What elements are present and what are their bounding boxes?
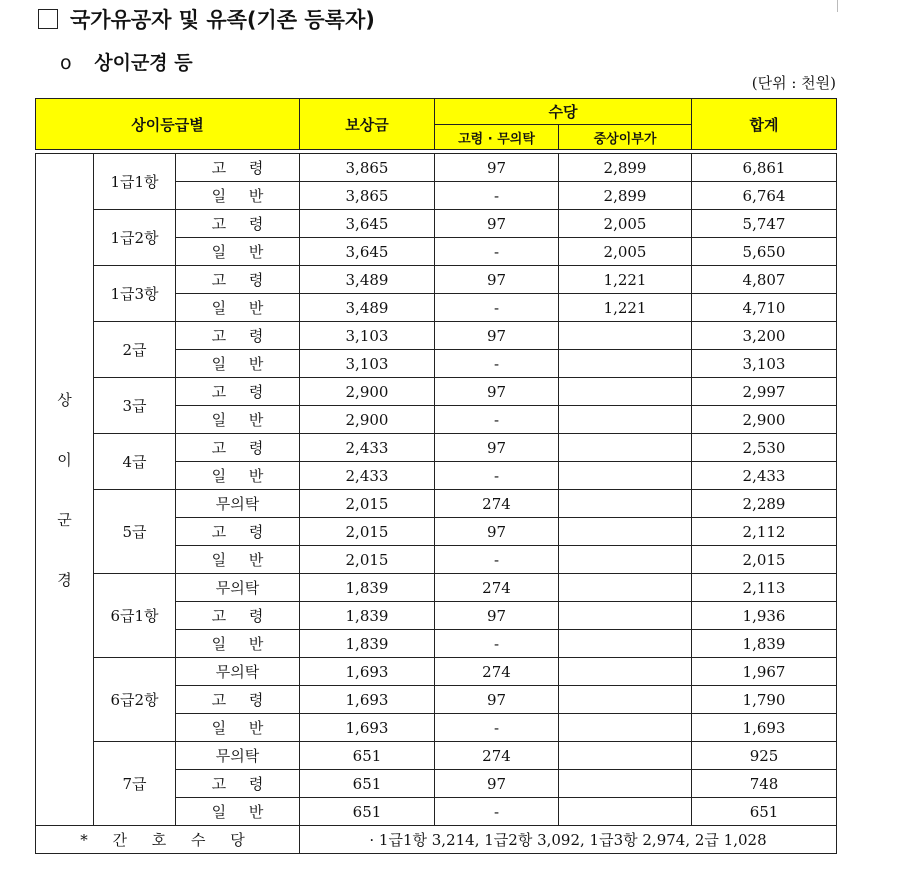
- allowance-severe-cell: [559, 770, 692, 798]
- type-cell: 일 반: [176, 546, 300, 574]
- compensation-cell: 3,645: [300, 210, 435, 238]
- allowance-elderly-cell: -: [435, 714, 559, 742]
- total-cell: 5,747: [692, 210, 837, 238]
- table-row: [36, 154, 837, 182]
- total-cell: 4,807: [692, 266, 837, 294]
- allowance-elderly-cell: 97: [435, 378, 559, 406]
- grade-cell: 7급: [94, 742, 176, 826]
- total-cell: 1,936: [692, 602, 837, 630]
- total-cell: 925: [692, 742, 837, 770]
- type-cell: 일 반: [176, 798, 300, 826]
- type-cell: 일 반: [176, 406, 300, 434]
- compensation-cell: 2,015: [300, 518, 435, 546]
- total-cell: 1,790: [692, 686, 837, 714]
- allowance-severe-cell: [559, 742, 692, 770]
- allowance-severe-cell: 2,005: [559, 210, 692, 238]
- table-row: [36, 658, 837, 686]
- allowance-severe-cell: [559, 574, 692, 602]
- compensation-cell: 651: [300, 742, 435, 770]
- type-cell: 일 반: [176, 714, 300, 742]
- total-cell: 2,289: [692, 490, 837, 518]
- table-row: [36, 434, 837, 462]
- type-cell: 고 령: [176, 210, 300, 238]
- allowance-severe-cell: 2,899: [559, 182, 692, 210]
- table-row: [36, 210, 837, 238]
- total-cell: 1,967: [692, 658, 837, 686]
- subsection-title: [60, 48, 193, 75]
- type-cell: 고 령: [176, 378, 300, 406]
- grade-cell: 1급3항: [94, 266, 176, 322]
- unit-label: (단위 : 천원): [751, 74, 836, 92]
- total-cell: 4,710: [692, 294, 837, 322]
- compensation-cell: 1,693: [300, 658, 435, 686]
- section-title: [38, 4, 375, 34]
- total-cell: 2,997: [692, 378, 837, 406]
- bullet-icon: o: [60, 52, 72, 74]
- total-cell: 6,764: [692, 182, 837, 210]
- note-row: [36, 826, 837, 854]
- total-cell: 2,433: [692, 462, 837, 490]
- allowance-severe-cell: [559, 602, 692, 630]
- type-cell: 무의탁: [176, 658, 300, 686]
- header-allowance-elderly: 고령 · 무의탁: [435, 125, 559, 150]
- allowance-elderly-cell: 97: [435, 154, 559, 182]
- allowance-elderly-cell: 274: [435, 490, 559, 518]
- allowance-elderly-cell: 97: [435, 322, 559, 350]
- total-cell: 2,112: [692, 518, 837, 546]
- compensation-cell: 651: [300, 770, 435, 798]
- type-cell: 고 령: [176, 518, 300, 546]
- allowance-elderly-cell: -: [435, 350, 559, 378]
- note-label: * 간 호 수 당: [36, 826, 300, 854]
- table-row: [36, 574, 837, 602]
- allowance-severe-cell: [559, 658, 692, 686]
- total-cell: 651: [692, 798, 837, 826]
- compensation-cell: 2,433: [300, 462, 435, 490]
- compensation-cell: 2,015: [300, 546, 435, 574]
- type-cell: 고 령: [176, 770, 300, 798]
- allowance-severe-cell: [559, 462, 692, 490]
- compensation-table: [35, 98, 837, 854]
- allowance-elderly-cell: 97: [435, 266, 559, 294]
- category-char: 이: [57, 450, 72, 469]
- table-row: [36, 266, 837, 294]
- type-cell: 고 령: [176, 686, 300, 714]
- allowance-elderly-cell: 274: [435, 658, 559, 686]
- table-row: [36, 490, 837, 518]
- compensation-cell: 3,489: [300, 266, 435, 294]
- allowance-elderly-cell: -: [435, 798, 559, 826]
- table-row: [36, 322, 837, 350]
- total-cell: 3,103: [692, 350, 837, 378]
- type-cell: 일 반: [176, 294, 300, 322]
- category-char: 군: [57, 510, 72, 529]
- type-cell: 고 령: [176, 322, 300, 350]
- allowance-severe-cell: [559, 490, 692, 518]
- allowance-severe-cell: [559, 546, 692, 574]
- type-cell: 일 반: [176, 182, 300, 210]
- type-cell: 일 반: [176, 630, 300, 658]
- total-cell: 2,015: [692, 546, 837, 574]
- compensation-cell: 2,433: [300, 434, 435, 462]
- allowance-elderly-cell: 97: [435, 434, 559, 462]
- grade-cell: 1급1항: [94, 154, 176, 210]
- allowance-severe-cell: [559, 434, 692, 462]
- section-title-text: 국가유공자 및 유족(기존 등록자): [70, 8, 375, 32]
- allowance-elderly-cell: -: [435, 238, 559, 266]
- note-text: · 1급1항 3,214, 1급2항 3,092, 1급3항 2,974, 2급 1,028: [300, 826, 837, 854]
- type-cell: 고 령: [176, 434, 300, 462]
- total-cell: 748: [692, 770, 837, 798]
- compensation-cell: 1,839: [300, 602, 435, 630]
- total-cell: 3,200: [692, 322, 837, 350]
- checkbox-icon: [38, 9, 58, 29]
- allowance-elderly-cell: -: [435, 546, 559, 574]
- compensation-cell: 651: [300, 798, 435, 826]
- allowance-severe-cell: [559, 518, 692, 546]
- type-cell: 고 령: [176, 154, 300, 182]
- allowance-elderly-cell: -: [435, 462, 559, 490]
- type-cell: 무의탁: [176, 574, 300, 602]
- compensation-cell: 1,693: [300, 714, 435, 742]
- allowance-severe-cell: 2,899: [559, 154, 692, 182]
- allowance-elderly-cell: 97: [435, 686, 559, 714]
- compensation-cell: 1,693: [300, 686, 435, 714]
- compensation-cell: 3,865: [300, 154, 435, 182]
- allowance-severe-cell: [559, 350, 692, 378]
- allowance-severe-cell: [559, 378, 692, 406]
- type-cell: 고 령: [176, 602, 300, 630]
- grade-cell: 3급: [94, 378, 176, 434]
- grade-cell: 2급: [94, 322, 176, 378]
- total-cell: 2,530: [692, 434, 837, 462]
- grade-cell: 4급: [94, 434, 176, 490]
- subsection-title-text: 상이군경 등: [94, 52, 193, 74]
- grade-cell: 1급2항: [94, 210, 176, 266]
- allowance-severe-cell: [559, 322, 692, 350]
- allowance-severe-cell: 1,221: [559, 266, 692, 294]
- allowance-elderly-cell: 274: [435, 574, 559, 602]
- allowance-elderly-cell: -: [435, 182, 559, 210]
- category-char: 경: [57, 570, 72, 589]
- compensation-cell: 2,900: [300, 378, 435, 406]
- header-compensation: 보상금: [300, 99, 435, 150]
- allowance-elderly-cell: -: [435, 406, 559, 434]
- header-allowance: 수당: [435, 99, 692, 125]
- type-cell: 무의탁: [176, 742, 300, 770]
- allowance-severe-cell: 2,005: [559, 238, 692, 266]
- total-cell: 2,900: [692, 406, 837, 434]
- type-cell: 무의탁: [176, 490, 300, 518]
- allowance-severe-cell: [559, 714, 692, 742]
- table-row: [36, 378, 837, 406]
- allowance-severe-cell: [559, 406, 692, 434]
- compensation-cell: 2,900: [300, 406, 435, 434]
- table-body: [36, 154, 837, 854]
- page-corner-mark: [837, 0, 838, 12]
- allowance-elderly-cell: -: [435, 294, 559, 322]
- type-cell: 일 반: [176, 462, 300, 490]
- allowance-elderly-cell: 274: [435, 742, 559, 770]
- compensation-cell: 1,839: [300, 630, 435, 658]
- table-row: [36, 742, 837, 770]
- compensation-cell: 3,865: [300, 182, 435, 210]
- compensation-cell: 3,103: [300, 350, 435, 378]
- allowance-severe-cell: [559, 686, 692, 714]
- category-cell: [36, 154, 94, 826]
- type-cell: 고 령: [176, 266, 300, 294]
- compensation-cell: 1,839: [300, 574, 435, 602]
- compensation-cell: 3,103: [300, 322, 435, 350]
- compensation-cell: 3,645: [300, 238, 435, 266]
- header-total: 합계: [692, 99, 837, 150]
- total-cell: 2,113: [692, 574, 837, 602]
- compensation-cell: 2,015: [300, 490, 435, 518]
- header-grade: 상이등급별: [36, 99, 300, 150]
- total-cell: 1,693: [692, 714, 837, 742]
- total-cell: 5,650: [692, 238, 837, 266]
- allowance-elderly-cell: -: [435, 630, 559, 658]
- total-cell: 1,839: [692, 630, 837, 658]
- category-char: 상: [57, 390, 72, 409]
- allowance-elderly-cell: 97: [435, 210, 559, 238]
- grade-cell: 6급1항: [94, 574, 176, 658]
- compensation-cell: 3,489: [300, 294, 435, 322]
- grade-cell: 6급2항: [94, 658, 176, 742]
- allowance-severe-cell: 1,221: [559, 294, 692, 322]
- allowance-severe-cell: [559, 630, 692, 658]
- grade-cell: 5급: [94, 490, 176, 574]
- allowance-elderly-cell: 97: [435, 602, 559, 630]
- header-allowance-severe: 중상이부가: [559, 125, 692, 150]
- type-cell: 일 반: [176, 350, 300, 378]
- type-cell: 일 반: [176, 238, 300, 266]
- allowance-severe-cell: [559, 798, 692, 826]
- allowance-elderly-cell: 97: [435, 518, 559, 546]
- total-cell: 6,861: [692, 154, 837, 182]
- allowance-elderly-cell: 97: [435, 770, 559, 798]
